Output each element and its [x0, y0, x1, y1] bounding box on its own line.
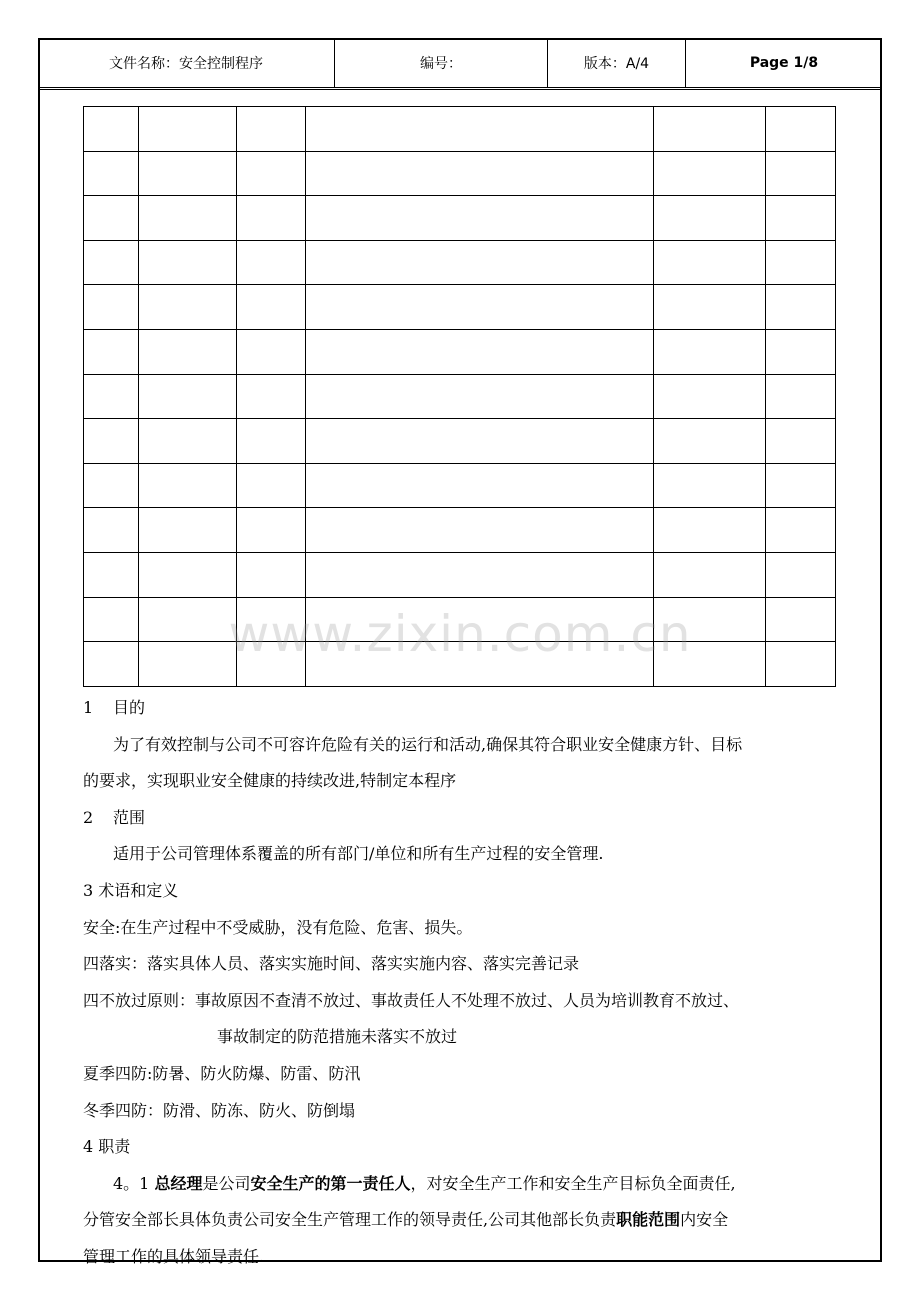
table-cell — [84, 240, 139, 285]
section-1-heading: 1 目的 — [83, 698, 146, 717]
table-cell — [766, 463, 836, 508]
table-cell — [84, 285, 139, 330]
section-3-heading: 3 术语和定义 — [83, 880, 179, 900]
table-cell — [139, 552, 237, 597]
table-cell — [306, 240, 654, 285]
table-cell — [84, 196, 139, 241]
table-row — [84, 196, 836, 241]
doc-number-cell: 编号： — [335, 38, 548, 87]
table-cell — [84, 508, 139, 553]
table-cell — [306, 151, 654, 196]
table-cell — [139, 463, 237, 508]
document-body — [83, 690, 843, 1276]
table-row — [84, 552, 836, 597]
file-name-cell: 文件名称：安全控制程序 — [38, 38, 335, 87]
table-cell — [654, 240, 766, 285]
table-cell — [84, 374, 139, 419]
table-row — [84, 508, 836, 553]
table-cell — [139, 107, 237, 152]
document-header — [38, 38, 882, 90]
table-row — [84, 597, 836, 642]
table-cell — [766, 107, 836, 152]
table-cell — [306, 552, 654, 597]
table-cell — [766, 508, 836, 553]
table-cell — [139, 597, 237, 642]
table-cell — [654, 463, 766, 508]
table-cell — [766, 419, 836, 464]
table-cell — [654, 107, 766, 152]
definition-winter: 冬季四防：防滑、防冻、防火、防倒塌 — [83, 1100, 356, 1120]
section-4-1-text-cont: 分管安全部长具体负责公司安全生产管理工作的领导责任,公司其他部长负责职能范围内安全 — [83, 1210, 729, 1230]
table-cell — [139, 642, 237, 687]
table-cell — [654, 597, 766, 642]
table-row — [84, 107, 836, 152]
table-cell — [654, 508, 766, 553]
table-row — [84, 285, 836, 330]
table-cell — [84, 107, 139, 152]
table-cell — [237, 107, 306, 152]
table-cell — [237, 196, 306, 241]
table-cell — [654, 151, 766, 196]
table-cell — [139, 419, 237, 464]
version-cell: 版本：A/4 — [548, 38, 686, 87]
table-row — [84, 463, 836, 508]
table-cell — [654, 329, 766, 374]
table-cell — [306, 374, 654, 419]
section-4-heading: 4 职责 — [83, 1137, 131, 1157]
table-cell — [84, 151, 139, 196]
table-row — [84, 419, 836, 464]
table-cell — [766, 285, 836, 330]
table-cell — [237, 552, 306, 597]
table-cell — [306, 329, 654, 374]
table-cell — [766, 240, 836, 285]
table-cell — [237, 508, 306, 553]
table-cell — [237, 329, 306, 374]
definition-four-no-pass: 四不放过原则：事故原因不查清不放过、事故责任人不处理不放过、人员为培训教育不放过、 — [83, 990, 740, 1010]
table-cell — [306, 642, 654, 687]
table-row — [84, 374, 836, 419]
table-cell — [237, 285, 306, 330]
table-cell — [654, 552, 766, 597]
watermark: www.zixin.com.cn — [228, 605, 692, 663]
table-row — [84, 151, 836, 196]
table-row — [84, 329, 836, 374]
table-cell — [654, 196, 766, 241]
table-cell — [237, 597, 306, 642]
table-cell — [654, 285, 766, 330]
table-cell — [84, 642, 139, 687]
definition-four-no-pass-cont: 事故制定的防范措施未落实不放过 — [217, 1027, 458, 1047]
section-2-text: 适用于公司管理体系覆盖的所有部门/单位和所有生产过程的安全管理. — [113, 844, 604, 864]
table-cell — [84, 329, 139, 374]
section-4-1-text: 4。1 总经理是公司安全生产的第一责任人，对安全生产工作和安全生产目标负全面责任, — [113, 1173, 736, 1193]
table-cell — [306, 597, 654, 642]
table-cell — [654, 642, 766, 687]
table-cell — [84, 552, 139, 597]
table-cell — [139, 196, 237, 241]
section-1-text-cont: 的要求，实现职业安全健康的持续改进,特制定本程序 — [83, 771, 457, 791]
table-cell — [84, 463, 139, 508]
table-cell — [139, 151, 237, 196]
section-4-1-text-end: 管理工作的具体领导责任. — [83, 1246, 265, 1266]
table-cell — [766, 151, 836, 196]
table-cell — [139, 374, 237, 419]
table-cell — [766, 374, 836, 419]
table-cell — [139, 329, 237, 374]
table-cell — [306, 107, 654, 152]
table-cell — [306, 196, 654, 241]
table-cell — [237, 374, 306, 419]
table-cell — [766, 597, 836, 642]
table-cell — [306, 508, 654, 553]
table-cell — [306, 463, 654, 508]
definition-four-implementations: 四落实：落实具体人员、落实实施时间、落实实施内容、落实完善记录 — [83, 954, 580, 974]
table-cell — [139, 285, 237, 330]
section-2-heading: 2 范围 — [83, 807, 146, 827]
table-cell — [766, 196, 836, 241]
page-number-cell: Page 1/8 — [749, 54, 819, 71]
table-cell — [766, 642, 836, 687]
table-cell — [766, 329, 836, 374]
table-cell — [237, 642, 306, 687]
table-cell — [766, 552, 836, 597]
table-cell — [306, 419, 654, 464]
table-cell — [237, 151, 306, 196]
section-1-text: 为了有效控制与公司不可容许危险有关的运行和活动,确保其符合职业安全健康方针、目标 — [113, 734, 743, 754]
table-cell — [306, 285, 654, 330]
table-cell — [654, 419, 766, 464]
definition-safety: 安全:在生产过程中不受威胁，没有危险、危害、损失。 — [83, 917, 473, 937]
revision-table — [83, 106, 836, 687]
table-cell — [654, 374, 766, 419]
definition-summer: 夏季四防:防暑、防火防爆、防雷、防汛 — [83, 1063, 361, 1083]
table-cell — [139, 240, 237, 285]
table-cell — [237, 419, 306, 464]
table-cell — [84, 419, 139, 464]
table-cell — [84, 597, 139, 642]
table-row — [84, 240, 836, 285]
table-cell — [139, 508, 237, 553]
table-cell — [237, 240, 306, 285]
table-row — [84, 642, 836, 687]
table-cell — [237, 463, 306, 508]
